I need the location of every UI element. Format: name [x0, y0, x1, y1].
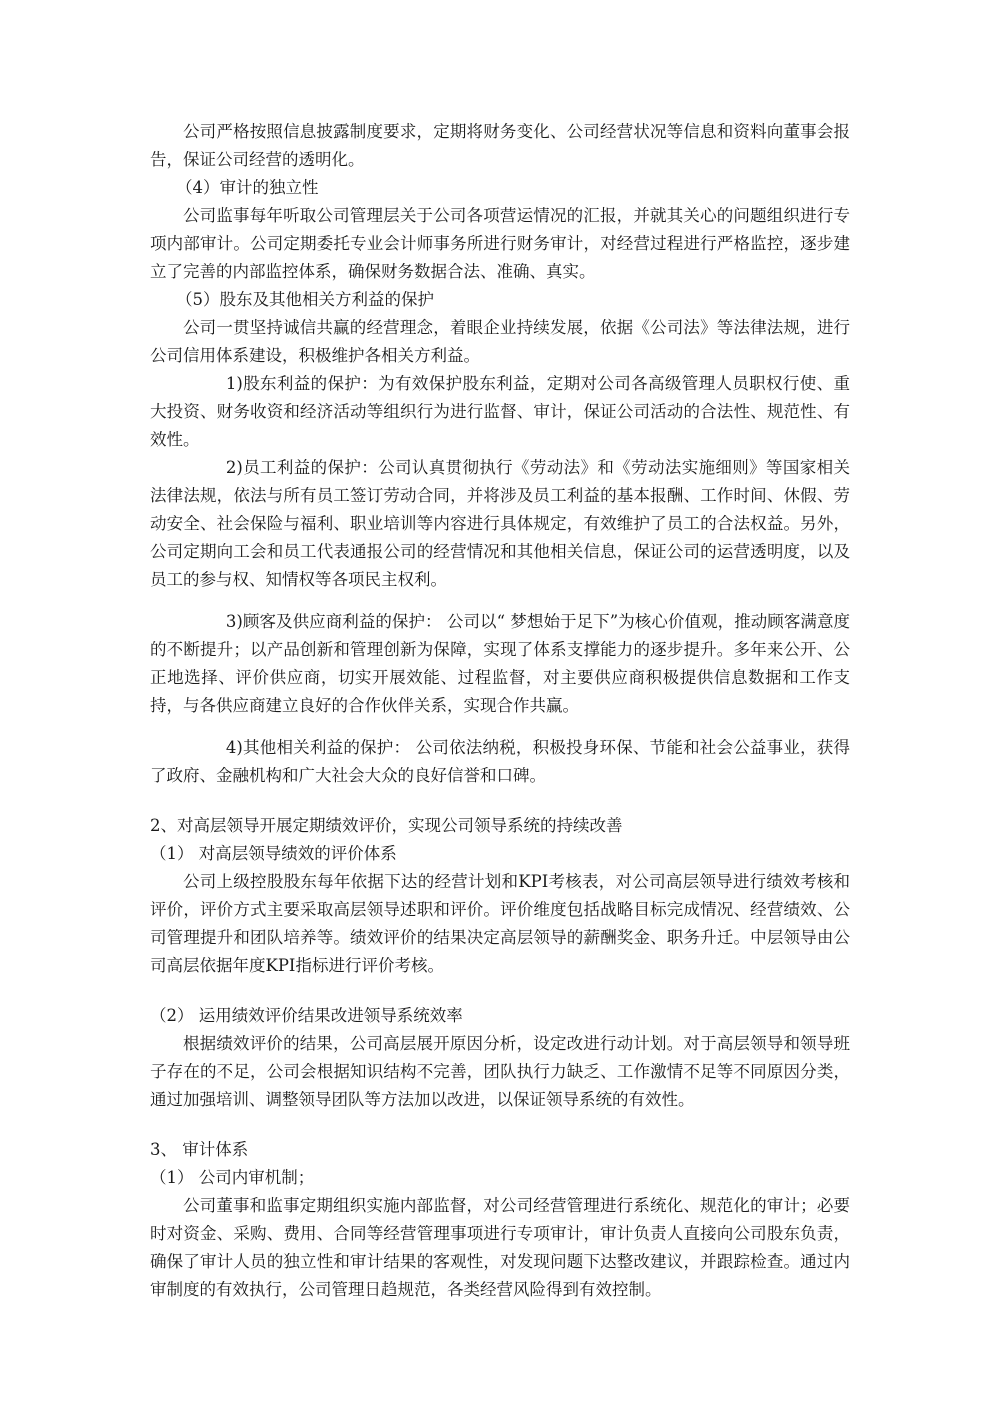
paragraph-stakeholder-intro: 公司一贯坚持诚信共赢的经营理念，着眼企业持续发展，依据《公司法》等法律法规，进行公司信用体系建设，积极维护各相关方利益。 [150, 318, 850, 365]
heading-3-1: （1） 公司内审机制； [150, 1168, 315, 1187]
paragraph-2-1: 公司上级控股股东每年依据下达的经营计划和KPI考核表，对公司高层领导进行绩效考核和评价，评价方式主要采取高层领导述职和评价。评价维度包括战略目标完成情况、经营绩效、公司管理提升和团队培养等。绩效评价的结果决定高层领导的薪酬奖金、职务升迁。中层领导由公司高层依据年度KPI指标进行评价考核。 [150, 872, 850, 975]
heading-2-2: （2） 运用绩效评价结果改进领导系统效率 [150, 1006, 463, 1025]
paragraph-shareholder-interest: 1)股东利益的保护：为有效保护股东利益，定期对公司各高级管理人员职权行使、重大投资、财务收资和经济活动等组织行为进行监督、审计，保证公司活动的合法性、规范性、有效性。 [150, 374, 850, 449]
paragraph-2-2: 根据绩效评价的结果，公司高层展开原因分析，设定改进行动计划。对于高层领导和领导班子存在的不足，公司会根据知识结构不完善，团队执行力缺乏、工作激情不足等不同原因分类，通过加强培训、调整领导团队等方法加以改进，以保证领导系统的有效性。 [150, 1034, 850, 1109]
heading-2-1: （1） 对高层领导绩效的评价体系 [150, 844, 397, 863]
heading-section-3: 3、 审计体系 [150, 1140, 249, 1159]
document-page [150, 118, 850, 1304]
paragraph-disclosure: 公司严格按照信息披露制度要求，定期将财务变化、公司经营状况等信息和资料向董事会报告，保证公司经营的透明化。 [150, 122, 850, 169]
paragraph-3-1: 公司董事和监事定期组织实施内部监督，对公司经营管理进行系统化、规范化的审计；必要时对资金、采购、费用、合同等经营管理事项进行专项审计，审计负责人直接向公司股东负责，确保了审计人员的独立性和审计结果的客观性，对发现问题下达整改建议，并跟踪检查。通过内审制度的有效执行，公司管理日趋规范，各类经营风险得到有效控制。 [150, 1196, 850, 1299]
paragraph-other-interest: 4)其他相关利益的保护： 公司依法纳税，积极投身环保、节能和社会公益事业，获得了政府、金融机构和广大社会大众的良好信誉和口碑。 [150, 738, 850, 785]
heading-stakeholder-protection: （5）股东及其他相关方利益的保护 [176, 290, 434, 309]
paragraph-customer-supplier-interest: 3)顾客及供应商利益的保护： 公司以“ 梦想始于足下”为核心价值观，推动顾客满意度的不断提升；以产品创新和管理创新为保障，实现了体系支撑能力的逐步提升。多年来公开、公正地选择、评价供应商，切实开展效能、过程监督，对主要供应商积极提供信息数据和工作支持，与各供应商建立良好的合作伙伴关系，实现合作共赢。 [150, 612, 850, 715]
heading-section-2: 2、对高层领导开展定期绩效评价，实现公司领导系统的持续改善 [150, 816, 623, 835]
heading-audit-independence: （4）审计的独立性 [176, 178, 319, 197]
paragraph-employee-interest: 2)员工利益的保护：公司认真贯彻执行《劳动法》和《劳动法实施细则》等国家相关法律法规，依法与所有员工签订劳动合同，并将涉及员工利益的基本报酬、工作时间、休假、劳动安全、社会保险与福利、职业培训等内容进行具体规定，有效维护了员工的合法权益。另外，公司定期向工会和员工代表通报公司的经营情况和其他相关信息，保证公司的运营透明度，以及员工的参与权、知情权等各项民主权利。 [150, 458, 850, 589]
paragraph-audit-independence: 公司监事每年听取公司管理层关于公司各项营运情况的汇报，并就其关心的问题组织进行专项内部审计。公司定期委托专业会计师事务所进行财务审计，对经营过程进行严格监控，逐步建立了完善的内部监控体系，确保财务数据合法、准确、真实。 [150, 206, 850, 281]
